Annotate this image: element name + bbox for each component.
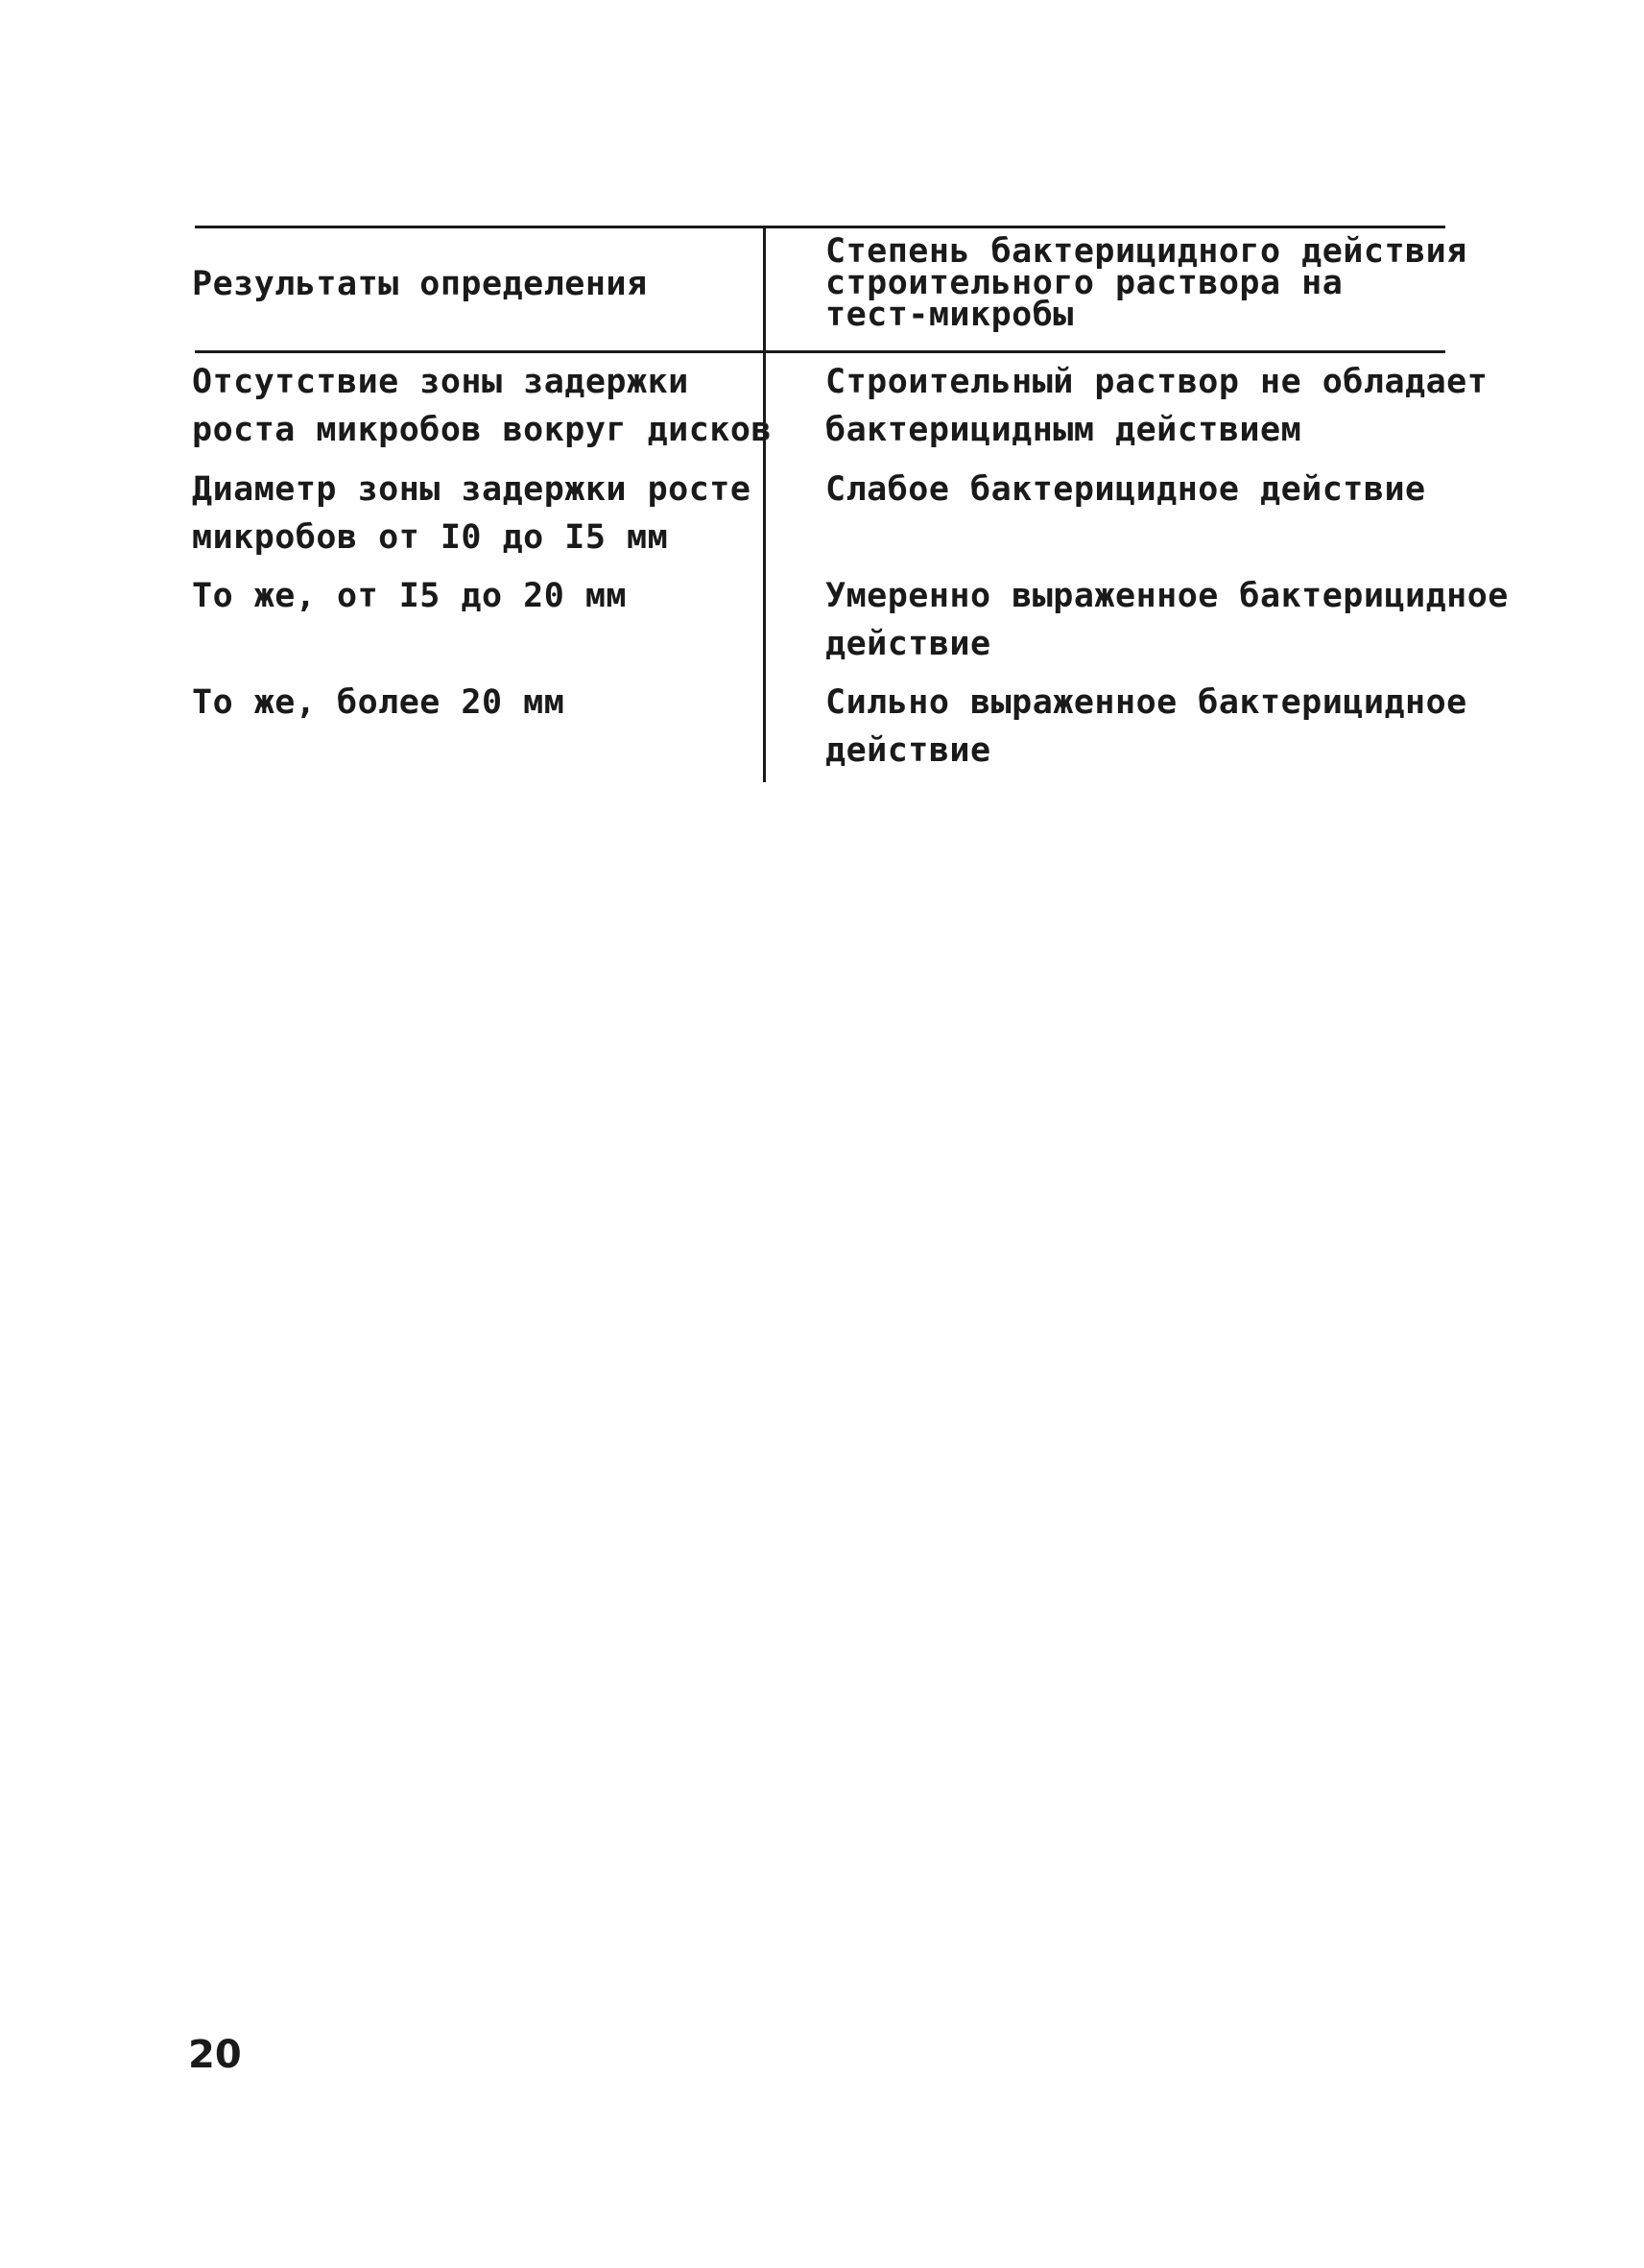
table-top-rule	[195, 226, 1445, 228]
table-cell-result: То же, более 20 мм	[192, 683, 565, 722]
page-number: 20	[188, 2033, 242, 2077]
table-cell-result: Отсутствие зоны задержки роста микробов вокруг дисков	[192, 363, 773, 449]
table-cell-degree: Строительный раствор не обладает бактерицидным действием	[825, 363, 1489, 449]
table-cell-degree: Сильно выраженное бактерицидное действие	[825, 683, 1467, 770]
table-header-rule	[195, 350, 1445, 353]
table-cell-degree: Слабое бактерицидное действие	[825, 470, 1426, 509]
table-cell-result: Диаметр зоны задержки росте микробов от I0 до I5 мм	[192, 470, 751, 557]
table-cell-degree: Умеренно выраженное бактерицидное действие	[825, 577, 1509, 663]
table-header-results: Результаты определения	[192, 265, 648, 303]
table-column-divider	[763, 226, 766, 782]
table-header-degree: Степень бактерицидного действия строительного раствора на тест-микробы	[825, 232, 1467, 334]
table-cell-result: То же, от I5 до 20 мм	[192, 577, 628, 615]
